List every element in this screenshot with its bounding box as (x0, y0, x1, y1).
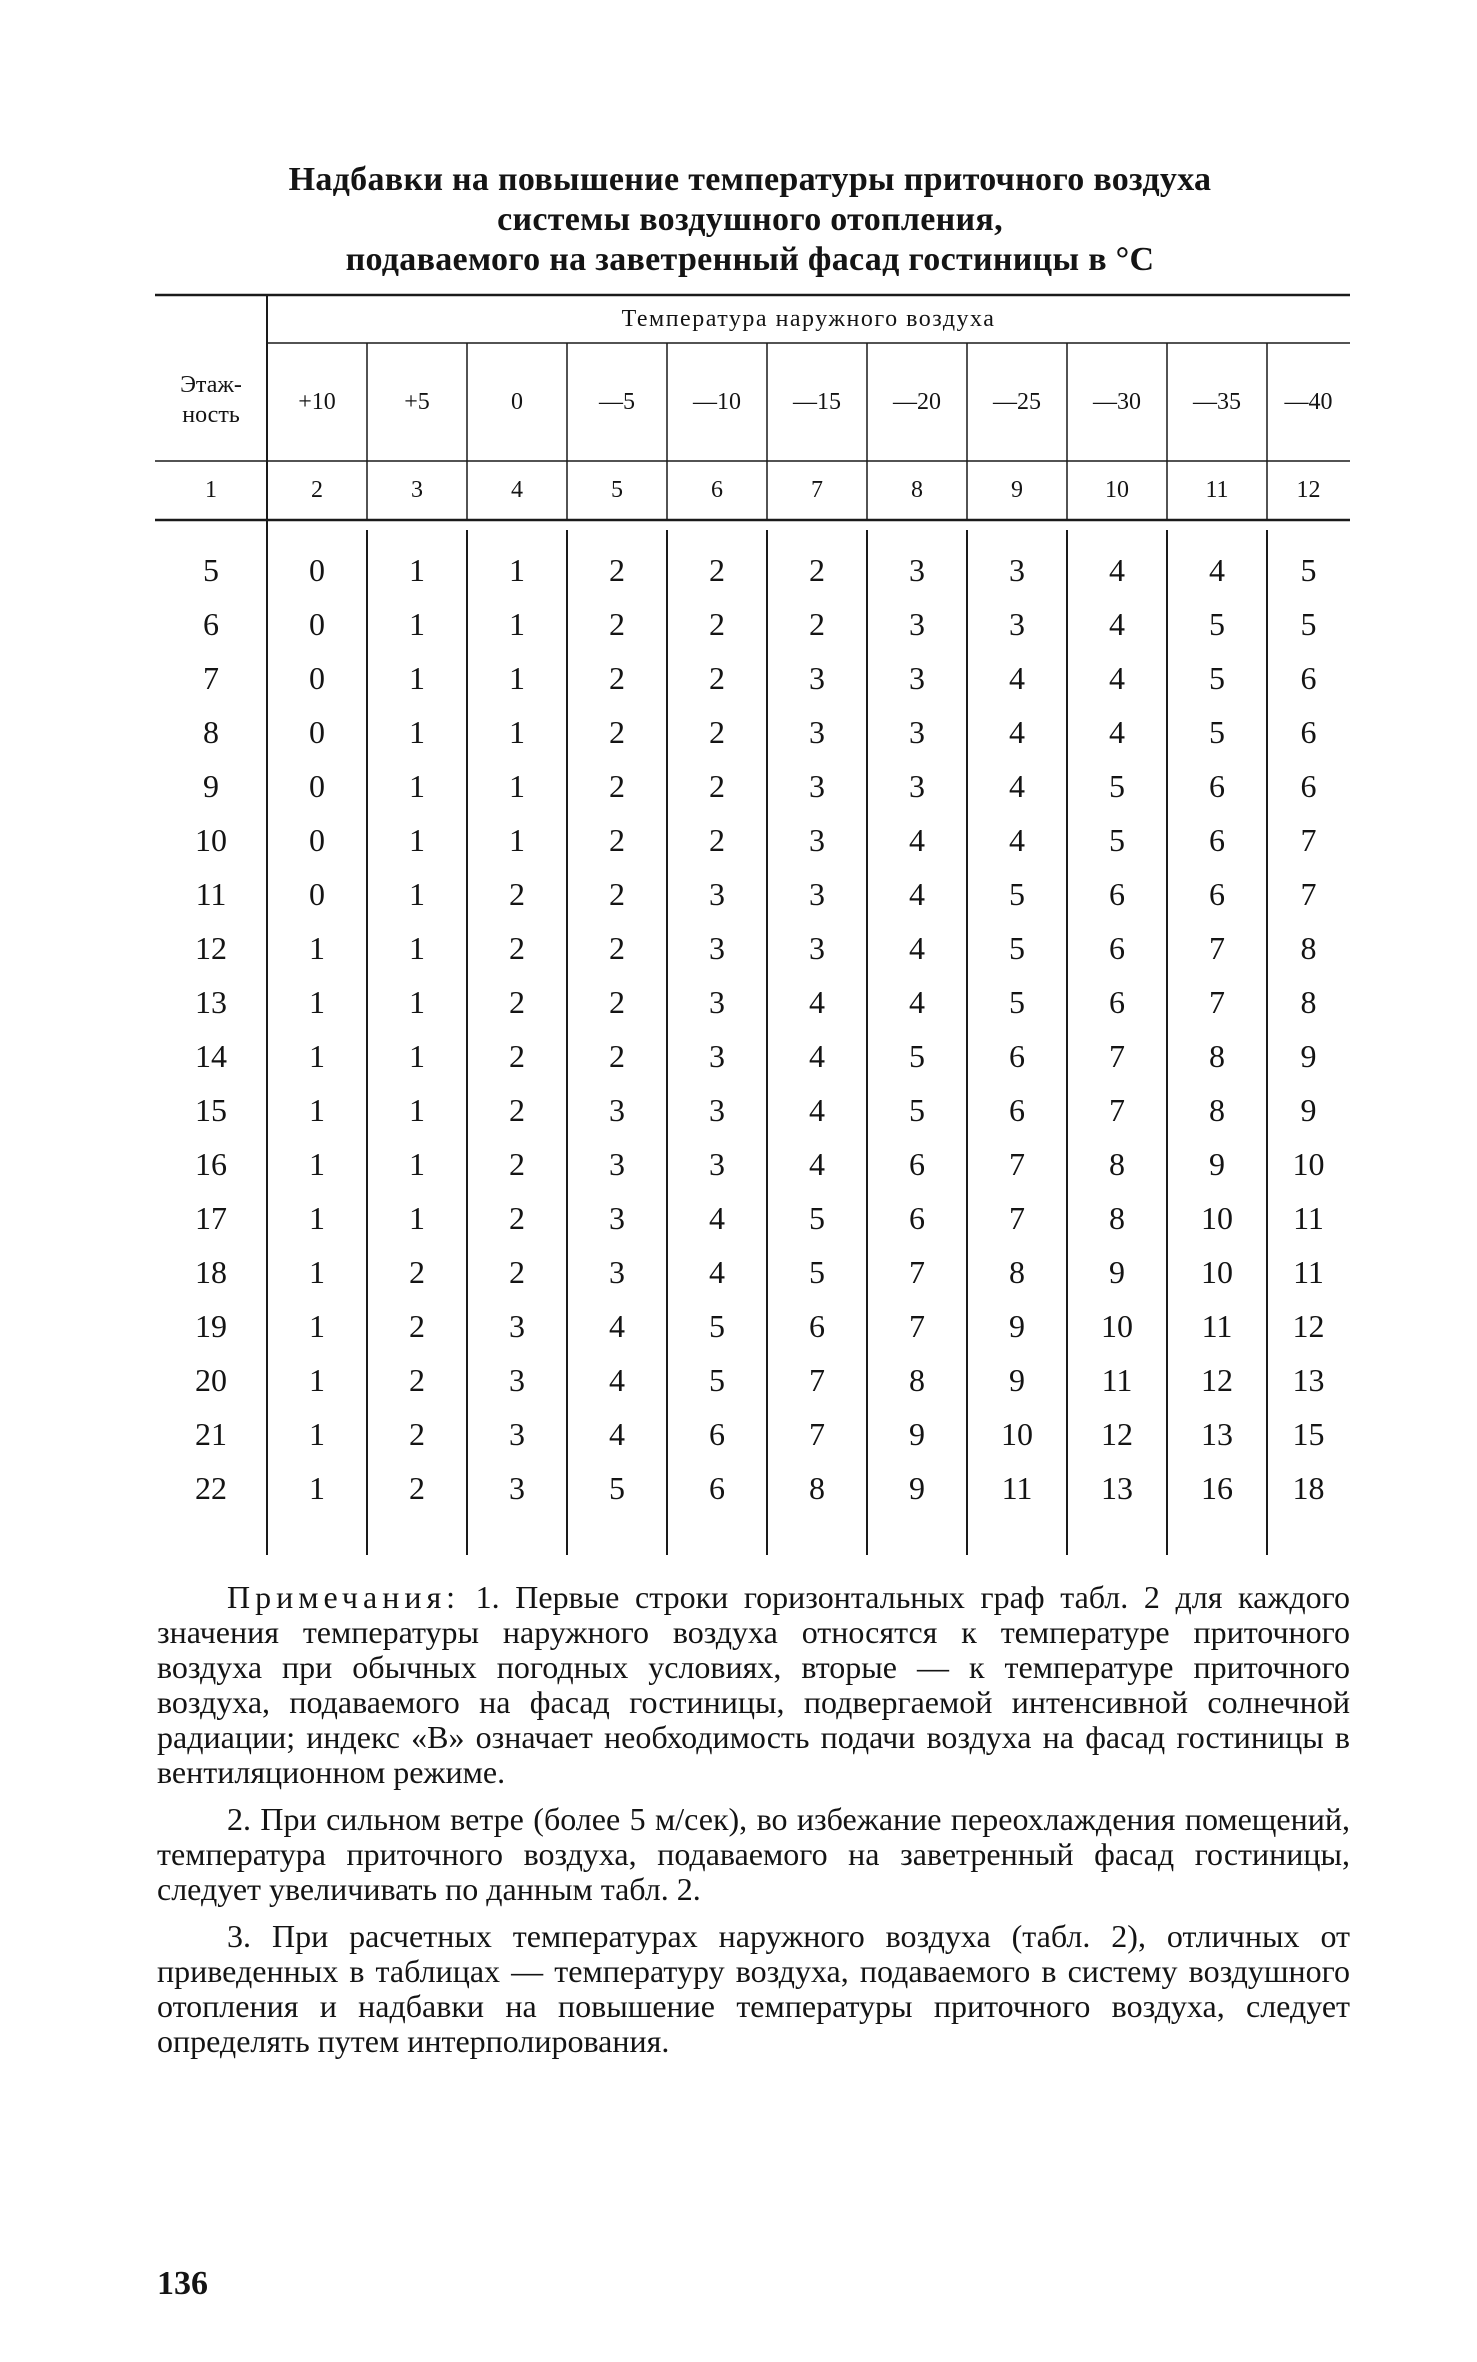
page-number: 136 (157, 2265, 208, 2302)
table-cell: 4 (909, 876, 925, 912)
table-cell: 6 (1209, 822, 1225, 858)
table-cell: 12 (1292, 1308, 1325, 1344)
table-cell: 9 (1209, 1146, 1225, 1182)
table-cell: 1 (309, 1308, 325, 1344)
table-cell: 7 (909, 1254, 925, 1290)
header-temp: —40 (1284, 389, 1333, 415)
table-cell: 3 (709, 930, 725, 966)
table-cell: 1 (309, 1200, 325, 1236)
table-cell: 3 (809, 930, 825, 966)
table-cell: 2 (509, 876, 525, 912)
title-line-2: системы воздушного отопления, (497, 201, 1003, 238)
table-cell: 6 (909, 1200, 925, 1236)
header-temp: —25 (993, 389, 1041, 415)
table-cell: 3 (809, 822, 825, 858)
table-cell: 8 (909, 1362, 925, 1398)
column-number: 9 (1011, 477, 1023, 503)
column-number: 2 (311, 477, 323, 503)
table-cell: 1 (409, 822, 425, 858)
table-cell: 3 (709, 876, 725, 912)
table-cell: 4 (1009, 714, 1025, 750)
table-cell: 1 (409, 1038, 425, 1074)
table-cell: 5 (1209, 714, 1225, 750)
table-cell: 13 (1101, 1470, 1133, 1506)
column-number: 3 (411, 477, 423, 503)
note-2: 2. При сильном ветре (более 5 м/сек), во избежание переохлаждения помещений, температура приточного воздуха, подаваемого на заветренный фасад гостиницы, следует увеличивать по данным табл. 2. (157, 1801, 1350, 1907)
row-floor: 8 (203, 714, 219, 750)
table-cell: 12 (1201, 1362, 1233, 1398)
table-cell: 12 (1101, 1416, 1133, 1452)
table-cell: 1 (309, 1092, 325, 1128)
table-cell: 2 (709, 606, 725, 642)
table-title (160, 160, 1340, 280)
table-cell: 7 (809, 1416, 825, 1452)
table-cell: 4 (1109, 714, 1125, 750)
header-floor-line: ность (182, 402, 240, 428)
data-table (155, 285, 1350, 1560)
notes-section (157, 1580, 1350, 2071)
row-floor: 10 (195, 822, 227, 858)
table-cell: 6 (1009, 1092, 1025, 1128)
table-cell: 7 (1300, 822, 1317, 858)
table-cell: 1 (509, 714, 525, 750)
table-cell: 2 (709, 660, 725, 696)
table-cell: 4 (809, 1146, 825, 1182)
table-cell: 2 (409, 1308, 425, 1344)
table-cell: 6 (809, 1308, 825, 1344)
table-cell: 0 (309, 660, 325, 696)
table-cell: 13 (1201, 1416, 1233, 1452)
table-cell: 4 (909, 984, 925, 1020)
table-cell: 7 (1009, 1200, 1025, 1236)
table-cell: 4 (1009, 822, 1025, 858)
table-cell: 5 (709, 1308, 725, 1344)
table-cell: 8 (1109, 1146, 1125, 1182)
header-temp: +10 (298, 389, 336, 415)
header-temp: —20 (893, 389, 941, 415)
table-cell: 2 (609, 768, 625, 804)
table-cell: 4 (809, 984, 825, 1020)
table-cell: 5 (1109, 822, 1125, 858)
table-cell: 3 (1009, 606, 1025, 642)
row-floor: 17 (195, 1200, 227, 1236)
table-cell: 1 (409, 606, 425, 642)
table-cell: 1 (309, 1254, 325, 1290)
table-cell: 4 (809, 1038, 825, 1074)
table-cell: 11 (1001, 1470, 1033, 1506)
table-cell: 2 (609, 1038, 625, 1074)
table-cell: 2 (509, 930, 525, 966)
table-cell: 8 (1109, 1200, 1125, 1236)
table-cell: 2 (709, 552, 725, 588)
table-cell: 2 (609, 714, 625, 750)
notes-label: Примечания: (227, 1579, 461, 1615)
table-cell: 3 (509, 1308, 525, 1344)
table-cell: 4 (609, 1416, 625, 1452)
table-cell: 8 (1009, 1254, 1025, 1290)
table-cell: 3 (909, 552, 925, 588)
table-cell: 4 (909, 822, 925, 858)
table-cell: 3 (809, 660, 825, 696)
table-cell: 3 (809, 876, 825, 912)
table-cell: 9 (1009, 1308, 1025, 1344)
table-cell: 7 (1209, 984, 1225, 1020)
table-cell: 7 (1300, 876, 1317, 912)
table-cell: 8 (1300, 984, 1317, 1020)
table-cell: 2 (609, 552, 625, 588)
table-cell: 1 (509, 768, 525, 804)
table-cell: 3 (709, 1146, 725, 1182)
table-cell: 5 (709, 1362, 725, 1398)
table-cell: 9 (1300, 1092, 1317, 1128)
table-cell: 3 (709, 1092, 725, 1128)
header-temp: —5 (599, 389, 635, 415)
table-cell: 0 (309, 552, 325, 588)
table-cell: 1 (409, 930, 425, 966)
header-temp: —30 (1093, 389, 1141, 415)
table-cell: 0 (309, 822, 325, 858)
table-cell: 2 (409, 1254, 425, 1290)
row-floor: 20 (195, 1362, 227, 1398)
header-floor-line: Этаж- (180, 372, 242, 398)
table-cell: 6 (709, 1416, 725, 1452)
table-cell: 6 (1300, 660, 1317, 696)
table-cell: 2 (509, 1254, 525, 1290)
table-cell: 4 (1109, 660, 1125, 696)
header-temp: —15 (793, 389, 841, 415)
table-cell: 3 (809, 768, 825, 804)
table-cell: 4 (709, 1200, 725, 1236)
table-cell: 5 (1009, 930, 1025, 966)
table-cell: 3 (609, 1254, 625, 1290)
row-floor: 6 (203, 606, 219, 642)
table-cell: 6 (1300, 714, 1317, 750)
table-cell: 4 (1109, 552, 1125, 588)
table-cell: 0 (309, 768, 325, 804)
table-cell: 3 (509, 1416, 525, 1452)
table-cell: 1 (409, 1200, 425, 1236)
table-cell: 6 (1209, 876, 1225, 912)
table-cell: 1 (409, 876, 425, 912)
table-cell: 1 (409, 552, 425, 588)
table-cell: 6 (1300, 768, 1317, 804)
table-cell: 6 (1109, 984, 1125, 1020)
table-cell: 4 (609, 1308, 625, 1344)
table-cell: 1 (309, 1146, 325, 1182)
row-floor: 13 (195, 984, 227, 1020)
table-cell: 2 (609, 822, 625, 858)
table-cell: 6 (1009, 1038, 1025, 1074)
table-cell: 9 (1300, 1038, 1317, 1074)
table-cell: 9 (909, 1416, 925, 1452)
table-cell: 8 (1209, 1038, 1225, 1074)
table-cell: 10 (1201, 1200, 1233, 1236)
table-cell: 3 (609, 1200, 625, 1236)
row-floor: 14 (195, 1038, 227, 1074)
table-cell: 11 (1201, 1308, 1233, 1344)
column-number: 7 (811, 477, 823, 503)
row-floor: 22 (195, 1470, 227, 1506)
table-cell: 2 (609, 984, 625, 1020)
table-cell: 2 (609, 930, 625, 966)
table-cell: 7 (809, 1362, 825, 1398)
table-cell: 2 (809, 606, 825, 642)
table-cell: 2 (409, 1416, 425, 1452)
table-cell: 2 (409, 1362, 425, 1398)
table-cell: 7 (1109, 1038, 1125, 1074)
table-cell: 1 (509, 822, 525, 858)
row-floor: 12 (195, 930, 227, 966)
table-cell: 7 (1209, 930, 1225, 966)
table-cell: 5 (1009, 984, 1025, 1020)
column-number: 1 (205, 477, 217, 503)
header-floor (155, 370, 267, 430)
table-cell: 1 (409, 768, 425, 804)
table-cell: 4 (809, 1092, 825, 1128)
table-cell: 0 (309, 714, 325, 750)
table-cell: 8 (1300, 930, 1317, 966)
table-cell: 5 (609, 1470, 625, 1506)
table-cell: 2 (809, 552, 825, 588)
table-cell: 3 (609, 1146, 625, 1182)
table-cell: 5 (1209, 660, 1225, 696)
table-cell: 1 (509, 552, 525, 588)
table-cell: 1 (509, 606, 525, 642)
table-cell: 9 (1009, 1362, 1025, 1398)
table-cell: 2 (509, 984, 525, 1020)
table-cell: 3 (509, 1362, 525, 1398)
table-cell: 4 (609, 1362, 625, 1398)
header-outdoor-temperature: Температура наружного воздуха (621, 306, 996, 332)
table-cell: 3 (809, 714, 825, 750)
table-cell: 1 (309, 1416, 325, 1452)
row-floor: 16 (195, 1146, 227, 1182)
table-cell: 7 (909, 1308, 925, 1344)
table-cell: 4 (1209, 552, 1225, 588)
table-cell: 1 (309, 1038, 325, 1074)
table-cell: 4 (1009, 768, 1025, 804)
table-cell: 11 (1293, 1200, 1324, 1236)
column-number: 10 (1105, 477, 1129, 503)
table-cell: 1 (409, 1092, 425, 1128)
table-cell: 1 (309, 984, 325, 1020)
table-cell: 10 (1201, 1254, 1233, 1290)
table-cell: 4 (1109, 606, 1125, 642)
title-line-1: Надбавки на повышение температуры приточного воздуха (288, 161, 1212, 198)
table-cell: 3 (709, 1038, 725, 1074)
table-cell: 2 (609, 606, 625, 642)
table-cell: 2 (509, 1146, 525, 1182)
table-cell: 6 (1109, 876, 1125, 912)
table-cell: 2 (609, 660, 625, 696)
table-cell: 13 (1292, 1362, 1325, 1398)
table-cell: 11 (1101, 1362, 1133, 1398)
note-1 (157, 1580, 1350, 1790)
table-cell: 1 (309, 930, 325, 966)
table-cell: 1 (409, 714, 425, 750)
table-cell: 4 (709, 1254, 725, 1290)
column-number: 12 (1296, 477, 1321, 503)
table-cell: 6 (909, 1146, 925, 1182)
row-floor: 11 (195, 876, 227, 912)
table-cell: 3 (509, 1470, 525, 1506)
note-3: 3. При расчетных температурах наружного воздуха (табл. 2), отличных от приведенных в таблицах — температуру воздуха, подаваемого в систему воздушного отопления и надбавки на повышение температуры приточного воздуха, следует определять путем интерполирования. (157, 1918, 1350, 2059)
table-cell: 5 (1300, 606, 1317, 642)
header-temp: 0 (511, 389, 523, 415)
table-cell: 2 (509, 1038, 525, 1074)
table-cell: 9 (909, 1470, 925, 1506)
table-cell: 3 (909, 606, 925, 642)
table-cell: 5 (1300, 552, 1317, 588)
table-cell: 1 (309, 1470, 325, 1506)
table-cell: 11 (1293, 1254, 1324, 1290)
table-cell: 10 (1292, 1146, 1325, 1182)
table-cell: 16 (1201, 1470, 1233, 1506)
table-cell: 4 (909, 930, 925, 966)
column-number: 6 (711, 477, 723, 503)
table-cell: 2 (509, 1200, 525, 1236)
table-cell: 6 (1109, 930, 1125, 966)
header-temp: —10 (693, 389, 741, 415)
row-floor: 7 (203, 660, 219, 696)
table-cell: 3 (909, 768, 925, 804)
table-cell: 5 (909, 1092, 925, 1128)
table-cell: 5 (1209, 606, 1225, 642)
table-cell: 1 (409, 984, 425, 1020)
table-cell: 5 (809, 1254, 825, 1290)
table-cell: 8 (1209, 1092, 1225, 1128)
table-cell: 9 (1109, 1254, 1125, 1290)
column-number: 5 (611, 477, 623, 503)
table-cell: 10 (1101, 1308, 1133, 1344)
title-line-3: подаваемого на заветренный фасад гостиницы в °С (345, 241, 1155, 278)
header-temp: —35 (1193, 389, 1241, 415)
table-cell: 7 (1109, 1092, 1125, 1128)
table-cell: 1 (309, 1362, 325, 1398)
column-number: 8 (911, 477, 923, 503)
table-cell: 15 (1292, 1416, 1325, 1452)
table-cell: 4 (1009, 660, 1025, 696)
table-cell: 0 (309, 606, 325, 642)
table-cell: 10 (1001, 1416, 1033, 1452)
note-1-text: 1. Первые строки горизонтальных граф табл. 2 для каждого значения температуры наружного воздуха относятся к температуре приточного воздуха при обычных погодных условиях, вторые — к температуре приточного воздуха, подаваемого на фасад гостиницы, подвергаемой интенсивной солнечной радиации; индекс «В» означает необходимость подачи воздуха на фасад гостиницы в вентиляционном режиме. (157, 1579, 1351, 1790)
table-cell: 5 (809, 1200, 825, 1236)
table-cell: 1 (509, 660, 525, 696)
row-floor: 15 (195, 1092, 227, 1128)
table-cell: 2 (609, 876, 625, 912)
table-cell: 5 (1109, 768, 1125, 804)
table-cell: 3 (909, 714, 925, 750)
table-cell: 2 (709, 768, 725, 804)
table-cell: 6 (709, 1470, 725, 1506)
row-floor: 19 (195, 1308, 227, 1344)
table-cell: 1 (409, 1146, 425, 1182)
table-cell: 2 (509, 1092, 525, 1128)
table-cell: 18 (1292, 1470, 1325, 1506)
header-temp: +5 (404, 389, 430, 415)
table-cell: 6 (1209, 768, 1225, 804)
column-number: 4 (511, 477, 523, 503)
row-floor: 5 (203, 552, 219, 588)
table-cell: 2 (709, 714, 725, 750)
table-cell: 3 (909, 660, 925, 696)
table-cell: 3 (609, 1092, 625, 1128)
row-floor: 21 (195, 1416, 227, 1452)
column-number: 11 (1205, 477, 1229, 503)
table-cell: 7 (1009, 1146, 1025, 1182)
row-floor: 9 (203, 768, 219, 804)
table-cell: 5 (909, 1038, 925, 1074)
table-cell: 2 (709, 822, 725, 858)
table-cell: 2 (409, 1470, 425, 1506)
table-cell: 1 (409, 660, 425, 696)
table-cell: 3 (1009, 552, 1025, 588)
row-floor: 18 (195, 1254, 227, 1290)
table-cell: 3 (709, 984, 725, 1020)
table-cell: 0 (309, 876, 325, 912)
table-cell: 8 (809, 1470, 825, 1506)
table-cell: 5 (1009, 876, 1025, 912)
